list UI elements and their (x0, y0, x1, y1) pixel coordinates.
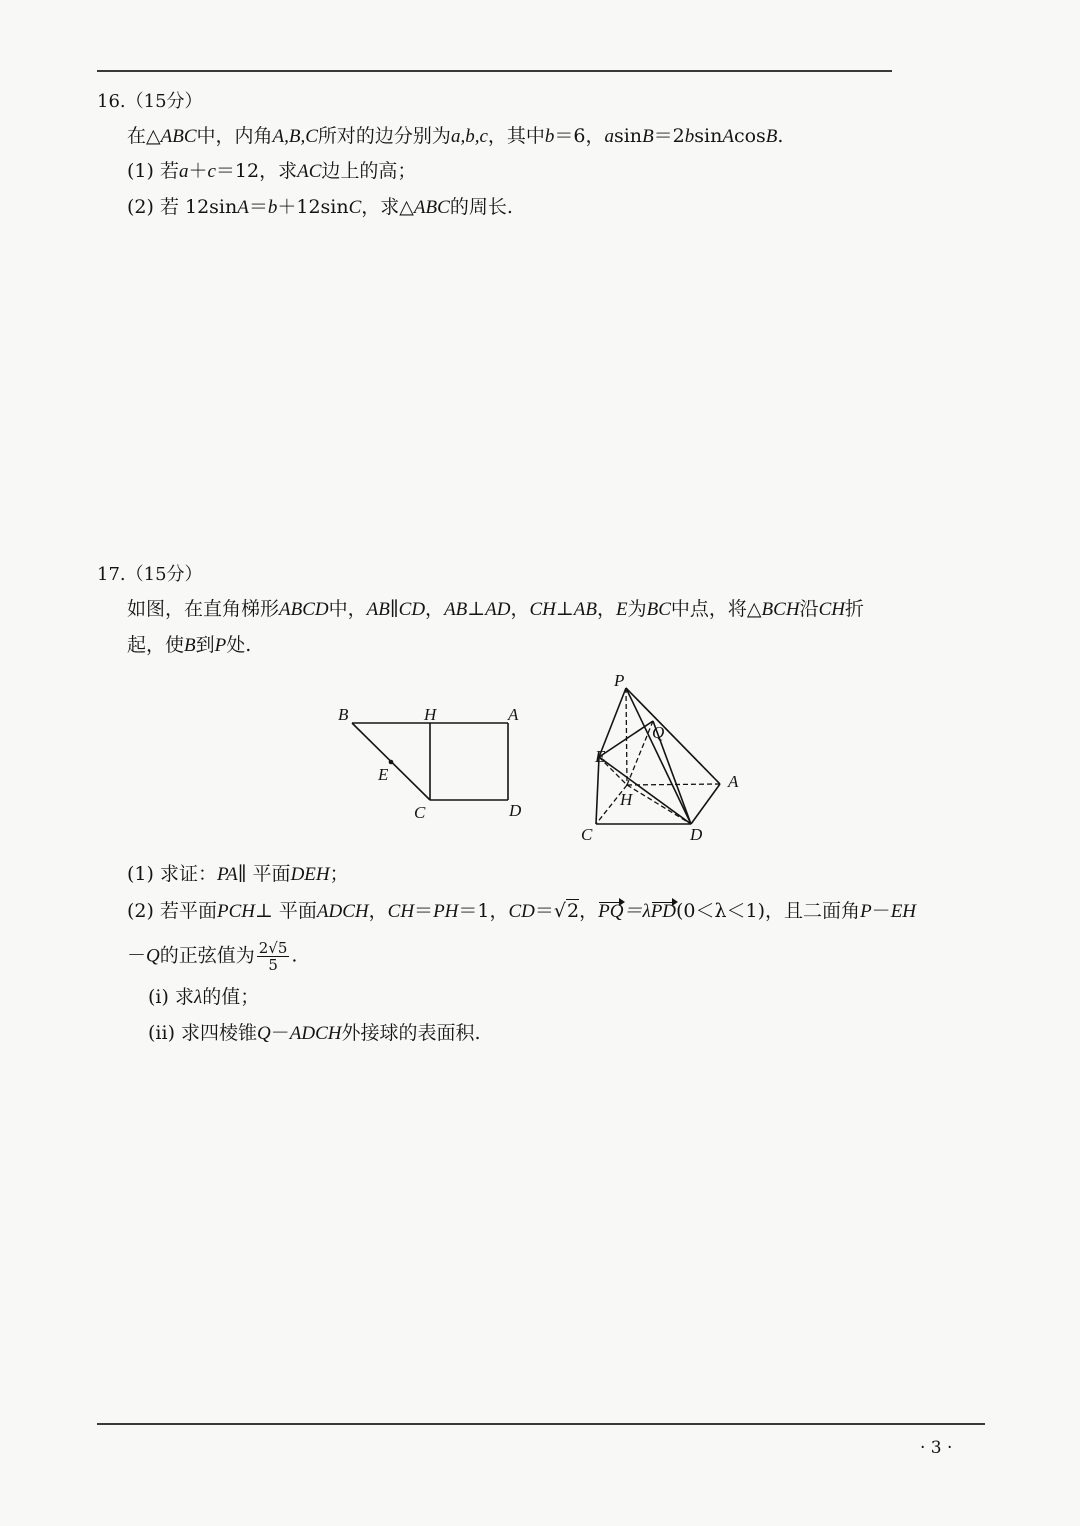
label-e: E (378, 765, 389, 784)
label-a: A (508, 705, 519, 724)
label-q: Q (652, 723, 665, 742)
problem-17-number: 17.（15分） (97, 564, 203, 585)
label-c: C (581, 825, 593, 844)
point-e-marker (389, 760, 394, 765)
bottom-rule (97, 1423, 985, 1425)
label-p: P (614, 671, 625, 690)
problem-16-part-1: (1) 若a＋c＝12，求AC边上的高； (127, 160, 417, 182)
label-d: D (690, 825, 703, 844)
problem-17-part-2-i: (i) 求λ的值； (148, 986, 260, 1008)
problem-17-part-2-line-1: (2) 若平面PCH⊥ 平面ADCH，CH＝PH＝1，CD＝√2，PQ＝λPD(0＜λ＜1)，且二面角P－EH (127, 900, 917, 922)
label-d: D (509, 801, 522, 820)
label-a: A (728, 772, 739, 791)
fraction-2-root5-over-5: $\frac{2√5}{5}$ (258, 939, 288, 974)
label-h: H (620, 790, 633, 809)
trapezoid-figure (330, 700, 530, 825)
problem-17-part-2-line-2: －Q的正弦值为 $\frac{2√5}{5}$ . (127, 939, 298, 974)
vector-pd: PD (650, 901, 677, 922)
problem-17-part-2-ii: (ii) 求四棱锥Q－ADCH外接球的表面积. (148, 1022, 481, 1044)
problem-17-stem-line-1: 如图，在直角梯形ABCD中，AB∥CD，AB⊥AD，CH⊥AB，E为BC中点，将△BCH沿CH折 (127, 598, 864, 620)
problem-17-stem-line-2: 起，使B到P处. (127, 634, 252, 656)
problem-16-part-2: (2) 若 12sinA＝b＋12sinC，求△ABC的周长. (127, 196, 513, 218)
label-e: E (595, 747, 606, 766)
label-b: B (338, 705, 349, 724)
vector-pq: PQ (598, 901, 624, 922)
page-number: · 3 · (920, 1438, 953, 1458)
problem-17-part-1: (1) 求证：PA∥ 平面DEH； (127, 863, 349, 885)
problem-16-number: 16.（15分） (97, 91, 203, 112)
top-rule (97, 70, 892, 72)
pyramid-figure (570, 668, 750, 848)
label-c: C (414, 803, 426, 822)
label-h: H (424, 705, 437, 724)
problem-16-stem: 在△ABC中，内角A,B,C所对的边分别为a,b,c，其中b＝6，asinB＝2bsinAcosB. (127, 125, 784, 147)
